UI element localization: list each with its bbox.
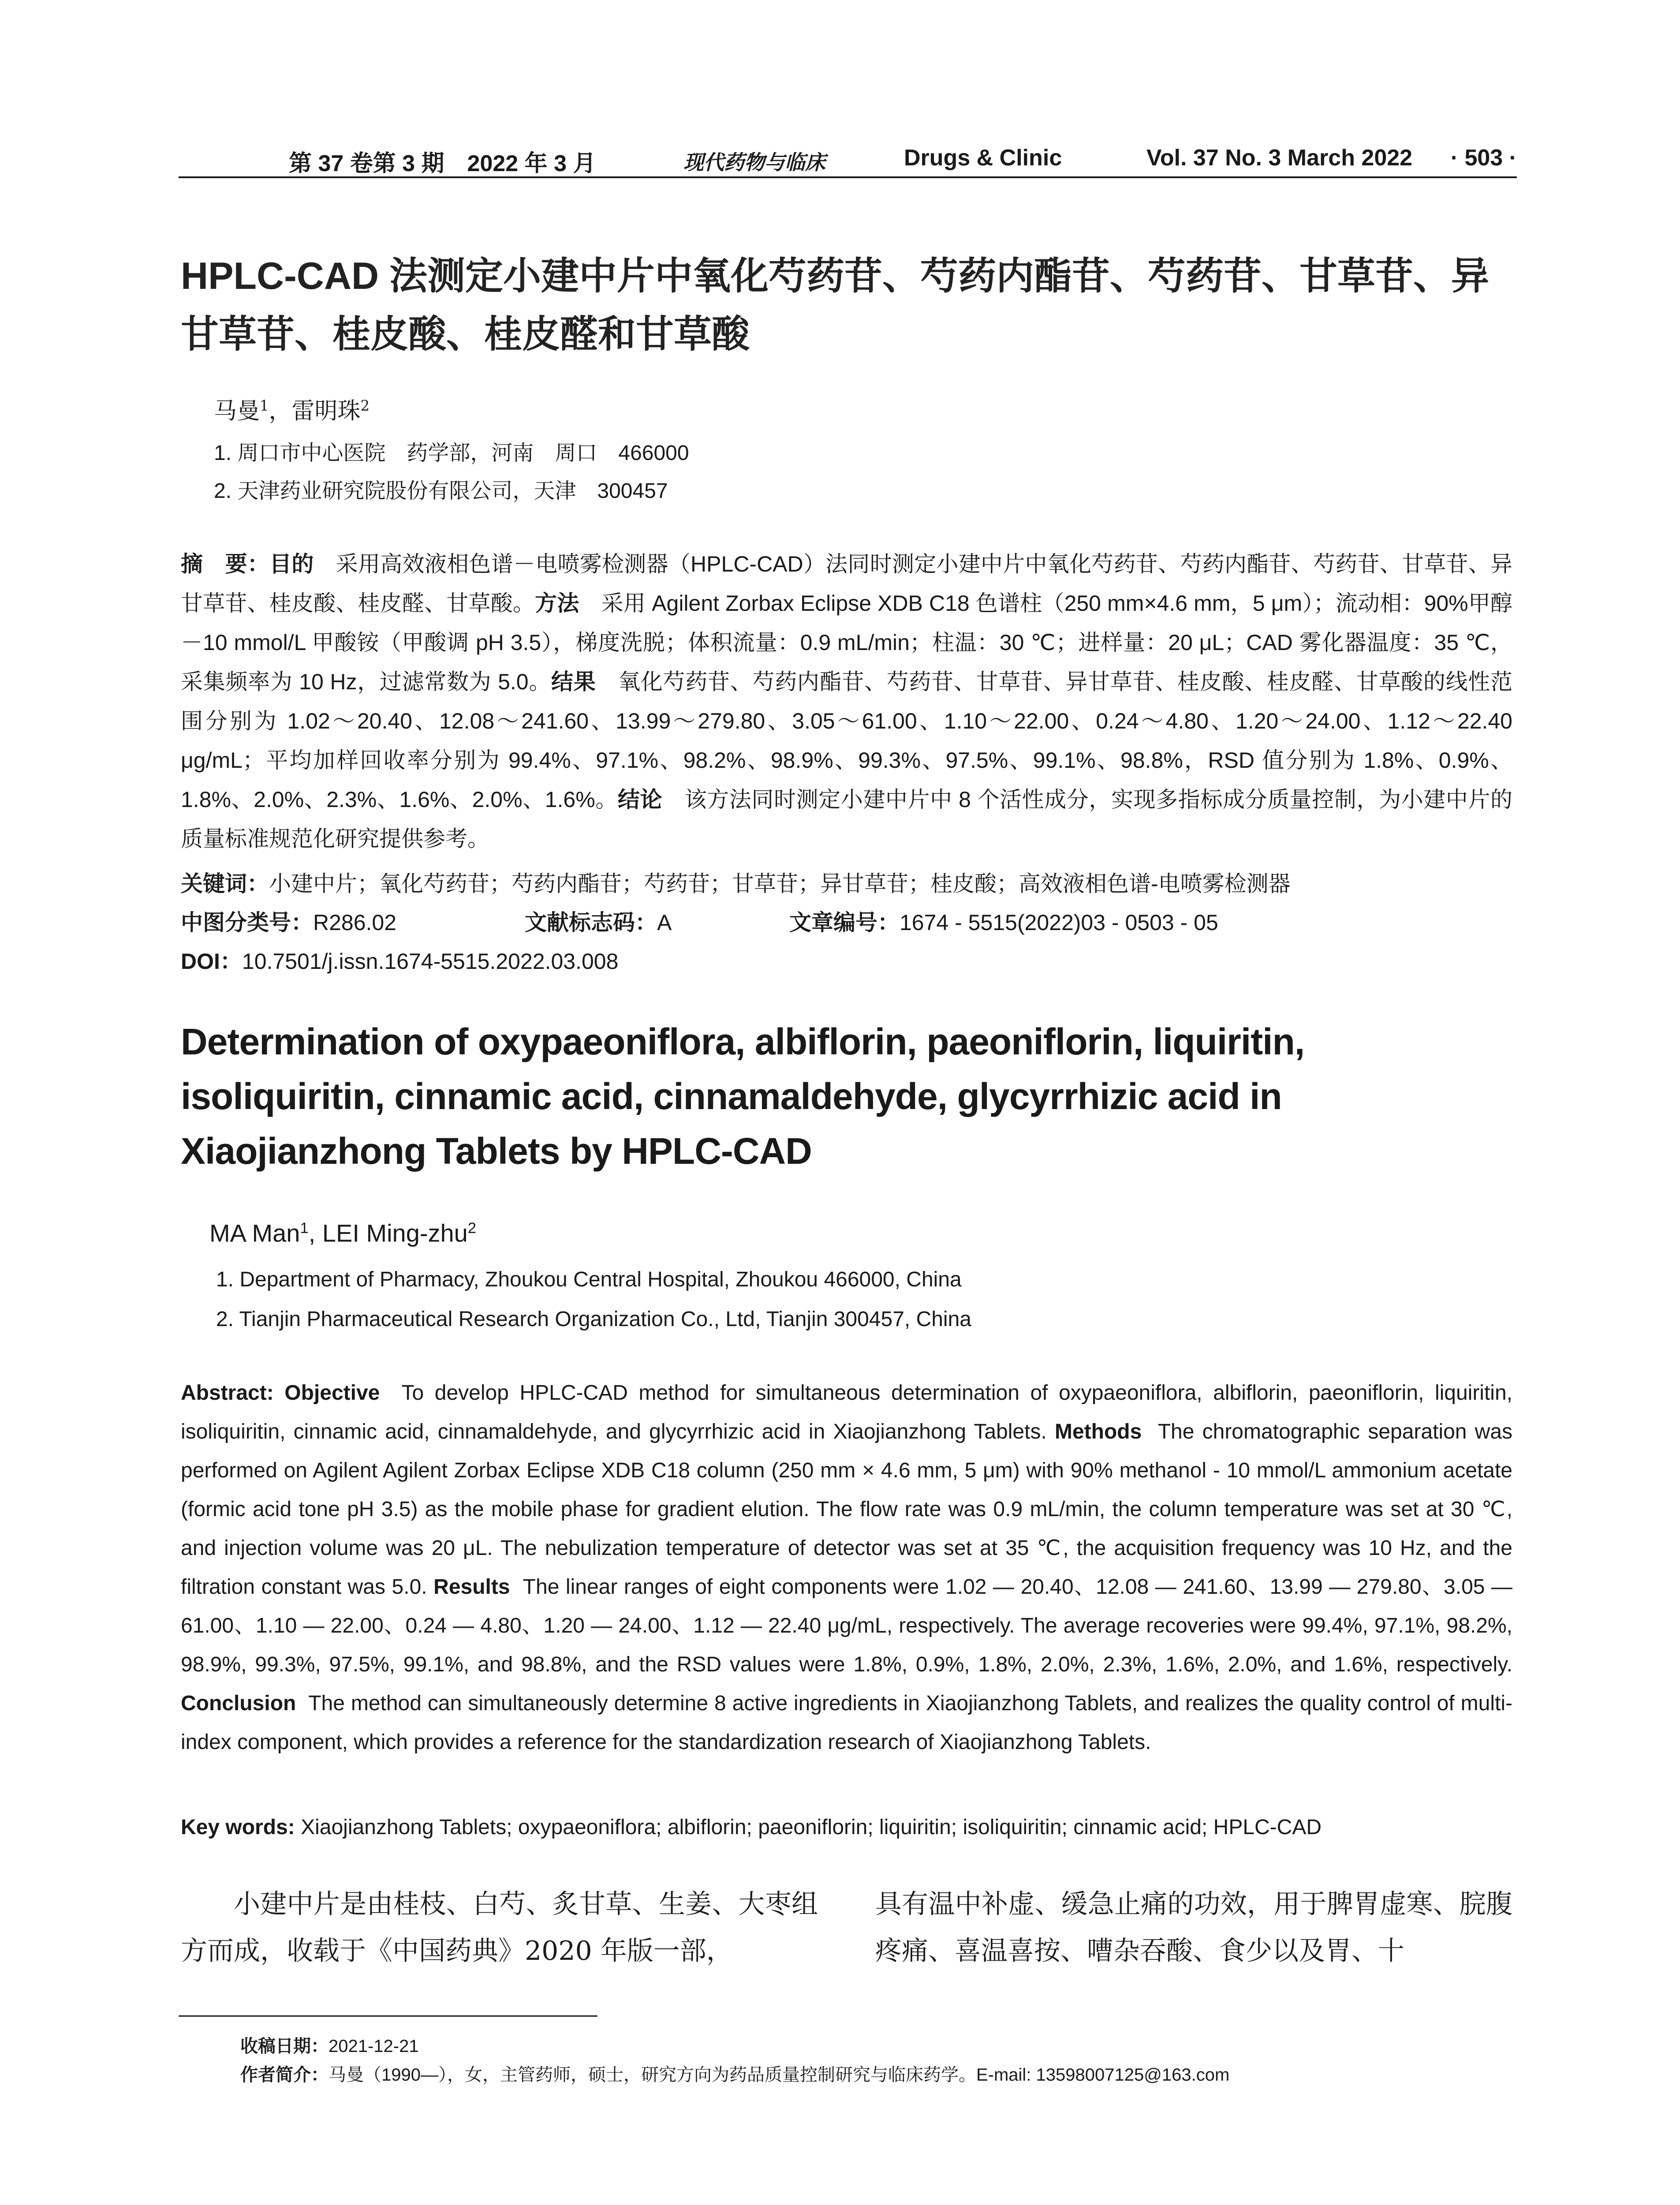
en-keywords: Xiaojianzhong Tablets; oxypaeoniflora; albiflorin; paeoniflorin; liquiritin; isoliquiritin; cinnamic acid; HPLC-CAD xyxy=(301,1816,1322,1839)
article-no-value: 1674 - 5515(2022)03 - 0503 - 05 xyxy=(900,910,1218,935)
en-methods: The chromatographic separation was performed on Agilent Agilent Zorbax Eclipse XDB C18 column (250 mm × 4.6 mm, 5 μm) with 90% methanol - 10 mmol/L ammonium acetate (formic acid tone pH 3.5) as the mobile phase for gradient elution. The flow rate was 0.9 mL/min, the column temperature was set at 30 ℃, and injection volume was 20 μL. The nebulization temperature of detector was set at 35 ℃, the acquisition frequency was 10 Hz, and the filtration constant was 5.0. xyxy=(181,1420,1513,1599)
en-objective-label: Objective xyxy=(284,1381,380,1405)
english-abstract xyxy=(181,1374,1512,1762)
cn-author-1: 马曼 xyxy=(214,398,260,425)
english-affiliation-1: 1. Department of Pharmacy, Zhoukou Central Hospital, Zhoukou 466000, China xyxy=(216,1268,962,1291)
en-abstract-label: Abstract: xyxy=(181,1381,274,1405)
footnote-rule xyxy=(179,2015,597,2017)
cn-author-2-sup: 2 xyxy=(360,397,370,414)
chinese-authors: 马曼$^1$，雷明珠$^2$ xyxy=(214,397,370,425)
header-journal-en: Drugs & Clinic xyxy=(904,145,1062,171)
clc-label: 中图分类号： xyxy=(181,910,313,935)
running-header xyxy=(179,141,1517,174)
en-author-2-sup: 2 xyxy=(467,1220,477,1237)
en-keywords-label: Key words: xyxy=(181,1816,295,1839)
cn-author-1-sup: 1 xyxy=(260,397,269,414)
chinese-keywords xyxy=(181,864,1512,903)
cn-objective: 采用高效液相色谱－电喷雾检测器（HPLC-CAD）法同时测定小建中片中氧化芍药苷、芍药内酯苷、芍药苷、甘草苷、异甘草苷、桂皮酸、桂皮醛、甘草酸。 xyxy=(181,552,1513,616)
en-author-2: LEI Ming-zhu xyxy=(322,1219,468,1247)
en-conclusion-label: Conclusion xyxy=(181,1692,296,1715)
english-affiliation-2: 2. Tianjin Pharmaceutical Research Organization Co., Ltd, Tianjin 300457, China xyxy=(216,1308,971,1331)
chinese-abstract xyxy=(181,545,1512,859)
bio-label: 作者简介： xyxy=(240,2065,329,2085)
header-rule xyxy=(179,176,1517,178)
cn-methods-label: 方法 xyxy=(535,591,579,616)
english-authors: MA Man$^1$, LEI Ming-zhu$^2$ xyxy=(209,1219,477,1247)
body-column-left: 小建中片是由桂枝、白芍、炙甘草、生姜、大枣组方而成，收载于《中国药典》2020 年版一部， xyxy=(181,1889,818,1966)
chinese-affiliation-1: 1. 周口市中心医院 药学部，河南 周口 466000 xyxy=(214,441,689,465)
footnote-author-bio xyxy=(240,2062,1229,2088)
chinese-title: HPLC-CAD 法测定小建中片中氧化芍药苷、芍药内酯苷、芍药苷、甘草苷、异甘草苷、桂皮酸、桂皮醛和甘草酸 xyxy=(181,255,1489,355)
received-date: 2021-12-21 xyxy=(329,2037,419,2056)
header-issue-en: Vol. 37 No. 3 March 2022 xyxy=(1146,145,1413,171)
classification-line xyxy=(181,903,1512,942)
en-methods-label: Methods xyxy=(1055,1420,1142,1443)
cn-objective-label: 目的 xyxy=(269,552,314,576)
header-issue-cn: 第 37 卷第 3 期 2022 年 3 月 xyxy=(289,151,596,176)
en-author-1: MA Man xyxy=(209,1219,300,1247)
en-results: The linear ranges of eight components were 1.02 — 20.40、12.08 — 241.60、13.99 — 279.80、3.05 — 61.00、1.10 — 22.00、0.24 — 4.80、1.20 — 24.00、1.12 — 22.40 μg/mL, respectively. The average recoveries were 99.4%, 97.1%, 98.2%, 98.9%, 99.3%, 97.5%, 99.1%, and 98.8%, and the RSD values were 1.8%, 0.9%, 1.8%, 2.0%, 2.3%, 1.6%, 2.0%, and 1.6%, respectively. xyxy=(181,1575,1513,1676)
doc-code-value: A xyxy=(657,910,672,935)
cn-abstract-label: 摘 要： xyxy=(181,552,270,576)
en-author-1-sup: 1 xyxy=(300,1220,309,1237)
doi-label: DOI： xyxy=(181,949,242,974)
header-journal-cn: 现代药物与临床 xyxy=(683,150,825,174)
clc-value: R286.02 xyxy=(313,910,397,935)
article-no-label: 文章编号： xyxy=(789,910,900,935)
cn-author-2: 雷明珠 xyxy=(291,398,361,425)
cn-keywords-label: 关键词： xyxy=(181,871,269,896)
en-results-label: Results xyxy=(433,1575,510,1599)
received-label: 收稿日期： xyxy=(240,2037,329,2056)
doc-code-label: 文献标志码： xyxy=(525,910,657,935)
cn-methods: 采用 Agilent Zorbax Eclipse XDB C18 色谱柱（250 mm×4.6 mm，5 μm）；流动相：90%甲醇－10 mmol/L 甲酸铵（甲酸调 pH 3.5），梯度洗脱；体积流量：0.9 mL/min；柱温：30 ℃；进样量：20 μL；CAD 雾化器温度：35 ℃，采集频率为 10 Hz，过滤常数为 5.0。 xyxy=(181,591,1513,694)
cn-conclusion: 该方法同时测定小建中片中 8 个活性成分，实现多指标成分质量控制，为小建中片的质量标准规范化研究提供参考。 xyxy=(181,787,1513,851)
cn-conclusion-label: 结论 xyxy=(617,787,663,812)
cn-keywords: 小建中片；氧化芍药苷；芍药内酯苷；芍药苷；甘草苷；异甘草苷；桂皮酸；高效液相色谱-电喷雾检测器 xyxy=(269,871,1291,896)
footnote-received xyxy=(240,2033,419,2059)
doi-value: 10.7501/j.issn.1674-5515.2022.03.008 xyxy=(242,949,619,974)
english-keywords xyxy=(181,1808,1512,1847)
doi-line xyxy=(181,942,1512,981)
body-column-right: 具有温中补虚、缓急止痛的功效，用于脾胃虚寒、脘腹疼痛、喜温喜按、嘈杂吞酸、食少以及胃、十 xyxy=(875,1889,1512,1966)
cn-results-label: 结果 xyxy=(551,669,596,694)
header-page-number: · 503 · xyxy=(1450,145,1517,171)
en-conclusion: The method can simultaneously determine 8 active ingredients in Xiaojianzhong Tablets, and realizes the quality control of multi-index component, which provides a reference for the standardization research of Xiaojianzhong Tablets. xyxy=(181,1692,1513,1754)
cn-results: 氧化芍药苷、芍药内酯苷、芍药苷、甘草苷、异甘草苷、桂皮酸、桂皮醛、甘草酸的线性范围分别为 1.02～20.40、12.08～241.60、13.99～279.80、3.05～61.00、1.10～22.00、0.24～4.80、1.20～24.00、1.12～22.40 μg/mL；平均加样回收率分别为 99.4%、97.1%、98.2%、98.9%、99.3%、97.5%、99.1%、98.8%，RSD 值分别为 1.8%、0.9%、1.8%、2.0%、2.3%、1.6%、2.0%、1.6%。 xyxy=(181,669,1513,812)
en-objective: To develop HPLC-CAD method for simultaneous determination of oxypaeoniflora, albiflorin, paeoniflorin, liquiritin, isoliquiritin, cinnamic acid, cinnamaldehyde, and glycyrrhizic acid in Xiaojianzhong Tablets. xyxy=(181,1381,1513,1443)
english-title: Determination of oxypaeoniflora, albiflorin, paeoniflorin, liquiritin, isoliquiritin, cinnamic acid, cinnamaldehyde, glycyrrhizic acid in Xiaojianzhong Tablets by HPLC-CAD xyxy=(181,1021,1305,1172)
chinese-affiliation-2: 2. 天津药业研究院股份有限公司，天津 300457 xyxy=(214,479,668,503)
bio-text: 马曼（1990—），女，主管药师，硕士，研究方向为药品质量控制研究与临床药学。E-mail: 13598007125@163.com xyxy=(329,2065,1230,2085)
